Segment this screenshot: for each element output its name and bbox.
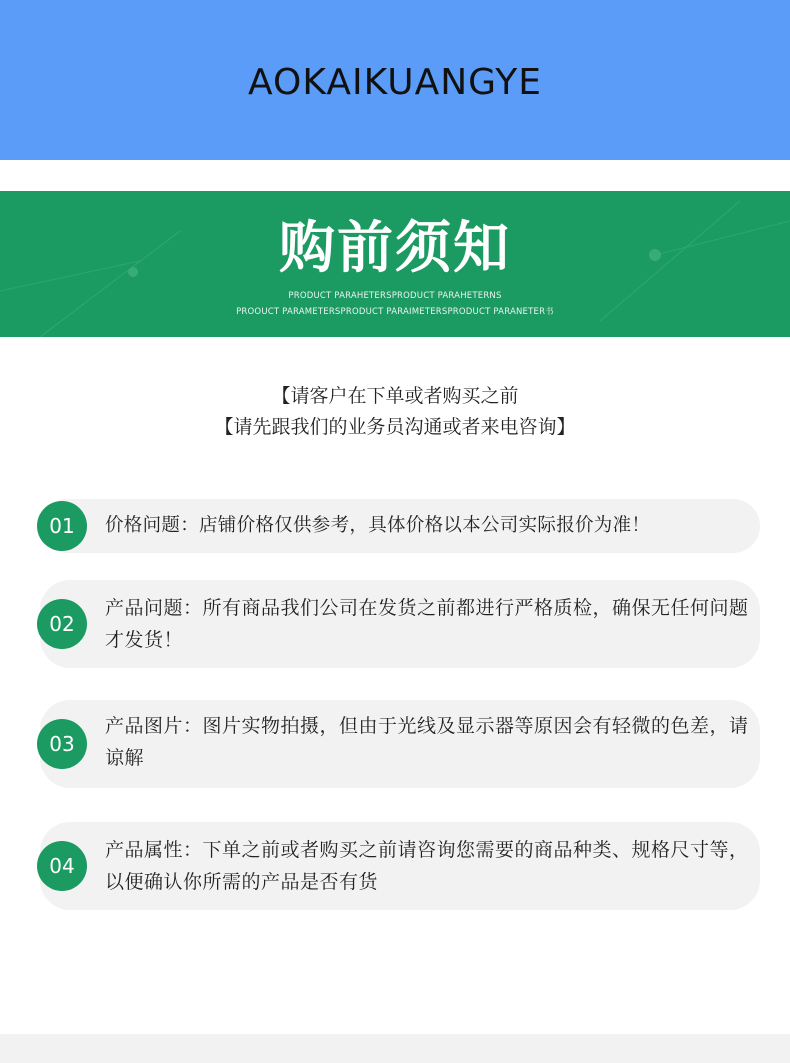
brand-name: AOKAIKUANGYE [248,61,542,103]
notice-text: 产品属性：下单之前或者购买之前请咨询您需要的商品种类、规格尺寸等，以便确认你所需的产品是否有货 [105,839,749,893]
notice-card-images [40,700,760,788]
notice-card-product [40,580,760,668]
notice-banner [0,191,790,337]
banner-subtitle-2: PROOUCT PARAMETERSPRODUCT PARAIMETERSPRODUCT PARANETER书 [236,307,554,317]
notice-text: 价格问题：店铺价格仅供参考，具体价格以本公司实际报价为准！ [105,515,651,536]
intro-line-1: 【请客户在下单或者购买之前 [271,385,519,407]
notice-card-attributes [40,822,760,910]
notice-number-badge: 03 [37,719,87,769]
notice-number-badge: 01 [37,501,87,551]
banner-subtitle-1: PRODUCT PARAHETERSPRODUCT PARAHETERNS [288,291,502,301]
notice-number-badge: 04 [37,841,87,891]
notice-text: 产品图片：图片实物拍摄，但由于光线及显示器等原因会有轻微的色差，请谅解 [105,715,749,769]
intro-line-2: 【请先跟我们的业务员沟通或者来电咨询】 [214,416,576,438]
notice-text: 产品问题：所有商品我们公司在发货之前都进行严格质检，确保无任何问题才发货！ [105,597,749,651]
banner-title: 购前须知 [279,216,511,281]
notice-number-badge: 02 [37,599,87,649]
top-banner [0,0,790,160]
notice-card-price [40,499,760,553]
bottom-strip [0,1034,790,1063]
